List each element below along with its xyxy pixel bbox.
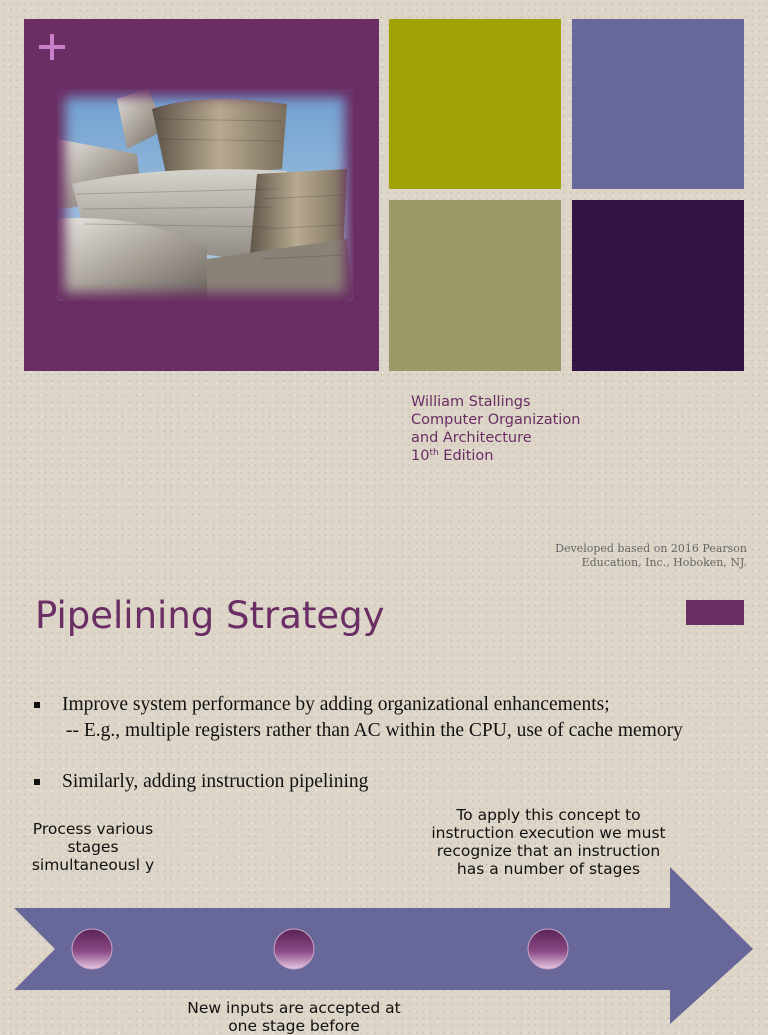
stage-callout-2: To apply this concept to instruction execution we must recognize that an instruction has a number of stages xyxy=(431,806,666,878)
bullet-square-icon xyxy=(34,702,40,708)
stage-callout-3: New inputs are accepted at one stage before xyxy=(187,999,401,1035)
bullet-text: Similarly, adding instruction pipelining xyxy=(62,771,369,792)
plus-icon xyxy=(37,32,67,62)
bullet-item xyxy=(62,692,683,744)
book-title-line-2: and Architecture xyxy=(411,430,532,446)
edition-suffix: th xyxy=(429,448,439,458)
bullet-text: Improve system performance by adding organizational enhancements; xyxy=(62,694,610,715)
book-edition xyxy=(411,447,580,465)
stage-dot-1 xyxy=(72,929,112,969)
stage-callout-1: Process various stages simultaneousl y xyxy=(31,820,155,874)
slide-title: Pipelining Strategy xyxy=(35,594,385,637)
credit-line-1: Developed based on 2016 Pearson xyxy=(555,542,747,555)
cover-olive-tile xyxy=(389,19,561,189)
publisher-credit xyxy=(555,542,747,570)
bullet-subtext: -- E.g., multiple registers rather than AC within the CPU, use of cache memory xyxy=(66,720,683,741)
title-accent-bar xyxy=(686,600,744,625)
bullet-square-icon xyxy=(34,779,40,785)
edition-number: 10 xyxy=(411,448,430,464)
cover-photo xyxy=(57,89,353,301)
stage-dot-3 xyxy=(528,929,568,969)
bullet-item xyxy=(62,769,368,795)
credit-line-2: Education, Inc., Hoboken, NJ. xyxy=(581,556,747,569)
edition-word: Edition xyxy=(438,448,494,464)
book-title-line-1: Computer Organization xyxy=(411,412,581,428)
book-info xyxy=(411,393,580,465)
cover-plum-tile xyxy=(572,200,744,371)
cover-sage-tile xyxy=(389,200,561,371)
stage-dot-2 xyxy=(274,929,314,969)
cover-slate-tile xyxy=(572,19,744,189)
book-author: William Stallings xyxy=(411,394,531,410)
